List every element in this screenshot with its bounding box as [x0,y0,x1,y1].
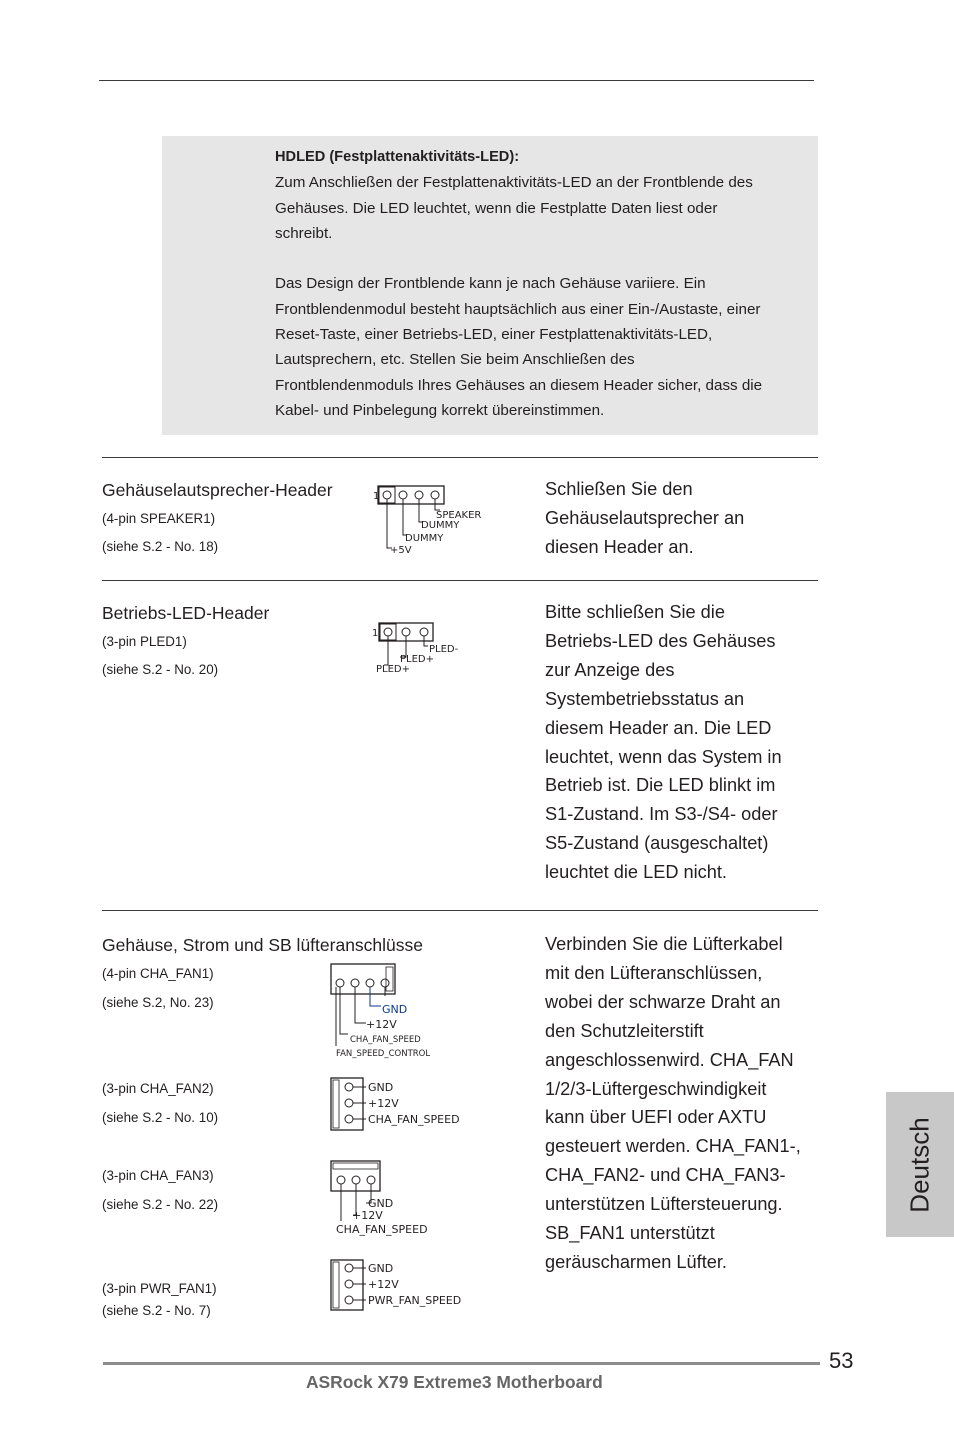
desc-line: S1-Zustand. Im S3-/S4- oder [545,804,778,825]
desc-line: wobei der schwarze Draht an [545,991,781,1012]
hdled-text-line: Reset-Taste, einer Betriebs-LED, einer Festplattenaktivitäts-LED, [275,326,713,344]
top-rule [99,80,814,81]
hdled-text-line: Gehäuses. Die LED leuchtet, wenn die Festplatte Daten liest oder [275,199,718,217]
desc-line: zur Anzeige des [545,659,675,680]
pin-label: CHA_FAN_SPEED [368,1113,460,1126]
pin1-marker: 1 [373,491,380,502]
hdled-text-line: Kabel- und Pinbelegung korrekt übereinstimmen. [275,401,605,419]
speaker-header-title: Gehäuselautsprecher-Header [102,480,333,500]
pin-label: CHA_FAN_SPEED [350,1035,421,1045]
header-key [333,1262,339,1308]
pin-label: +5V [390,545,412,556]
desc-line: Schließen Sie den [545,479,693,499]
pin [337,1176,345,1184]
pin-label: PLED+ [376,664,410,675]
pin [352,1176,360,1184]
desc-line: kann über UEFI oder AXTU [545,1107,767,1128]
desc-line: leuchtet die LED nicht. [545,862,727,883]
pin [431,491,439,499]
desc-line: gesteuert werden. CHA_FAN1-, [545,1136,801,1157]
desc-line: CHA_FAN2- und CHA_FAN3- [545,1165,786,1186]
fans-section-title: Gehäuse, Strom und SB lüfteranschlüsse [102,935,424,955]
page-number: 53 [829,1348,854,1373]
pin-label: PLED+ [400,654,434,665]
hdled-title: HDLED (Festplattenaktivitäts-LED): [275,149,520,165]
pin-label: SPEAKER [436,510,482,521]
language-tab-label: Deutsch [904,1116,935,1213]
pin [415,491,423,499]
desc-line: Bitte schließen Sie die [545,602,725,622]
pin [384,628,392,636]
pin [345,1099,353,1107]
desc-line: 1/2/3-Lüftergeschwindigkeit [545,1078,767,1099]
pled-pin-label: (3-pin PLED1) [102,634,187,649]
pin-label: +12V [366,1018,397,1031]
desc-line: den Schutzleiterstift [545,1020,704,1041]
desc-line: geräuscharmen Lüfter. [545,1251,727,1272]
cha-fan2-pin-label: (3-pin CHA_FAN2) [102,1081,214,1096]
pin-label: +12V [352,1209,383,1222]
pin-label: PLED- [429,644,459,655]
pin [402,628,410,636]
desc-line: Betrieb ist. Die LED blinkt im [545,775,776,796]
pin-label: DUMMY [405,533,444,544]
pwr-fan1-ref-label: (siehe S.2 - No. 7) [102,1303,211,1318]
desc-line: angeschlossenwird. CHA_FAN [545,1049,794,1070]
hdled-text-line: Zum Anschließen der Festplattenaktivitäts-LED an der Frontblende des [275,174,753,192]
speaker-description [545,475,744,562]
pin [336,979,344,987]
pin-label: +12V [368,1278,399,1291]
language-tab [886,1092,954,1237]
desc-line: Systembetriebsstatus an [545,688,745,709]
pin [367,1176,375,1184]
pin-label: FAN_SPEED_CONTROL [336,1049,431,1059]
pin-label: GND [368,1262,394,1275]
pled-description [545,598,782,887]
hdled-text-line: Frontblendenmodul besteht hauptsächlich aus einer Ein-/Austaste, einer [275,300,761,318]
header-outline [378,486,444,504]
pin [351,979,359,987]
pin-label: DUMMY [421,520,460,531]
header-key [333,1163,378,1169]
pin [345,1115,353,1123]
section-rule [102,580,818,581]
desc-line: S5-Zustand (ausgeschaltet) [545,833,769,854]
pin [420,628,428,636]
pin [381,979,389,987]
desc-line: diesen Header an. [545,536,694,557]
pin-lead [419,499,423,522]
header-key [333,1080,339,1128]
cha-fan2-ref-label: (siehe S.2 - No. 10) [102,1110,219,1125]
speaker-header-diagram [370,482,490,557]
pin-label: GND [368,1081,394,1094]
pin-label: GND [382,1003,408,1016]
section-rule [102,457,818,458]
pin-label: GND [368,1197,394,1210]
fans-description [545,930,801,1277]
pin-lead [370,987,381,1006]
pin [383,491,391,499]
speaker-pin-label: (4-pin SPEAKER1) [102,511,216,526]
pin [345,1083,353,1091]
hdled-text-line: Frontblendenmoduls Ihres Gehäuses an diesem Header sicher, dass die [275,376,763,394]
pled-header-diagram [370,620,460,678]
desc-line: Verbinden Sie die Lüfterkabel [545,934,783,954]
cha-fan3-ref-label: (siehe S.2 - No. 22) [102,1197,219,1212]
desc-line: Betriebs-LED des Gehäuses [545,630,776,651]
cha-fan1-ref-label: (siehe S.2, No. 23) [102,995,214,1010]
hdled-note [275,145,762,423]
section-rule [102,910,818,911]
pin [345,1296,353,1304]
cha-fan1-diagram [328,962,458,1062]
hdled-text-line: schreibt. [275,224,333,242]
pled-ref-label: (siehe S.2 - No. 20) [102,662,219,677]
desc-line: unterstützen Lüftersteuerung. [545,1194,783,1215]
pin [345,1264,353,1272]
footer-rule [103,1362,820,1365]
pin-label: PWR_FAN_SPEED [368,1294,462,1307]
hdled-text-line: Das Design der Frontblende kann je nach Gehäuse variiere. Ein [275,275,706,293]
hdled-text-line: Lautsprechern, etc. Stellen Sie beim Anschließen des [275,351,635,369]
cha-fan3-pin-label: (3-pin CHA_FAN3) [102,1168,214,1183]
pled-header-title: Betriebs-LED-Header [102,603,270,623]
pin-label: +12V [368,1097,399,1110]
desc-line: Gehäuselautsprecher an [545,507,745,528]
pin [366,979,374,987]
pin [345,1280,353,1288]
cha-fan1-pin-label: (4-pin CHA_FAN1) [102,966,214,981]
desc-line: diesem Header an. Die LED [545,717,772,738]
cha-fan2-diagram [328,1076,488,1132]
pwr-fan1-diagram [328,1258,488,1314]
footer-title: ASRock X79 Extreme3 Motherboard [306,1372,603,1392]
desc-line: mit den Lüfteranschlüssen, [545,962,763,983]
cha-fan3-diagram [328,1159,458,1239]
desc-line: SB_FAN1 unterstützt [545,1223,715,1244]
desc-line: leuchtet, wenn das System in [545,746,782,767]
pin-lead [387,499,392,548]
speaker-ref-label: (siehe S.2 - No. 18) [102,539,219,554]
pin [399,491,407,499]
pwr-fan1-pin-label: (3-pin PWR_FAN1) [102,1281,217,1296]
pin-label: CHA_FAN_SPEED [336,1223,428,1236]
pin1-marker: 1 [372,628,379,639]
pin-lead [355,987,366,1023]
